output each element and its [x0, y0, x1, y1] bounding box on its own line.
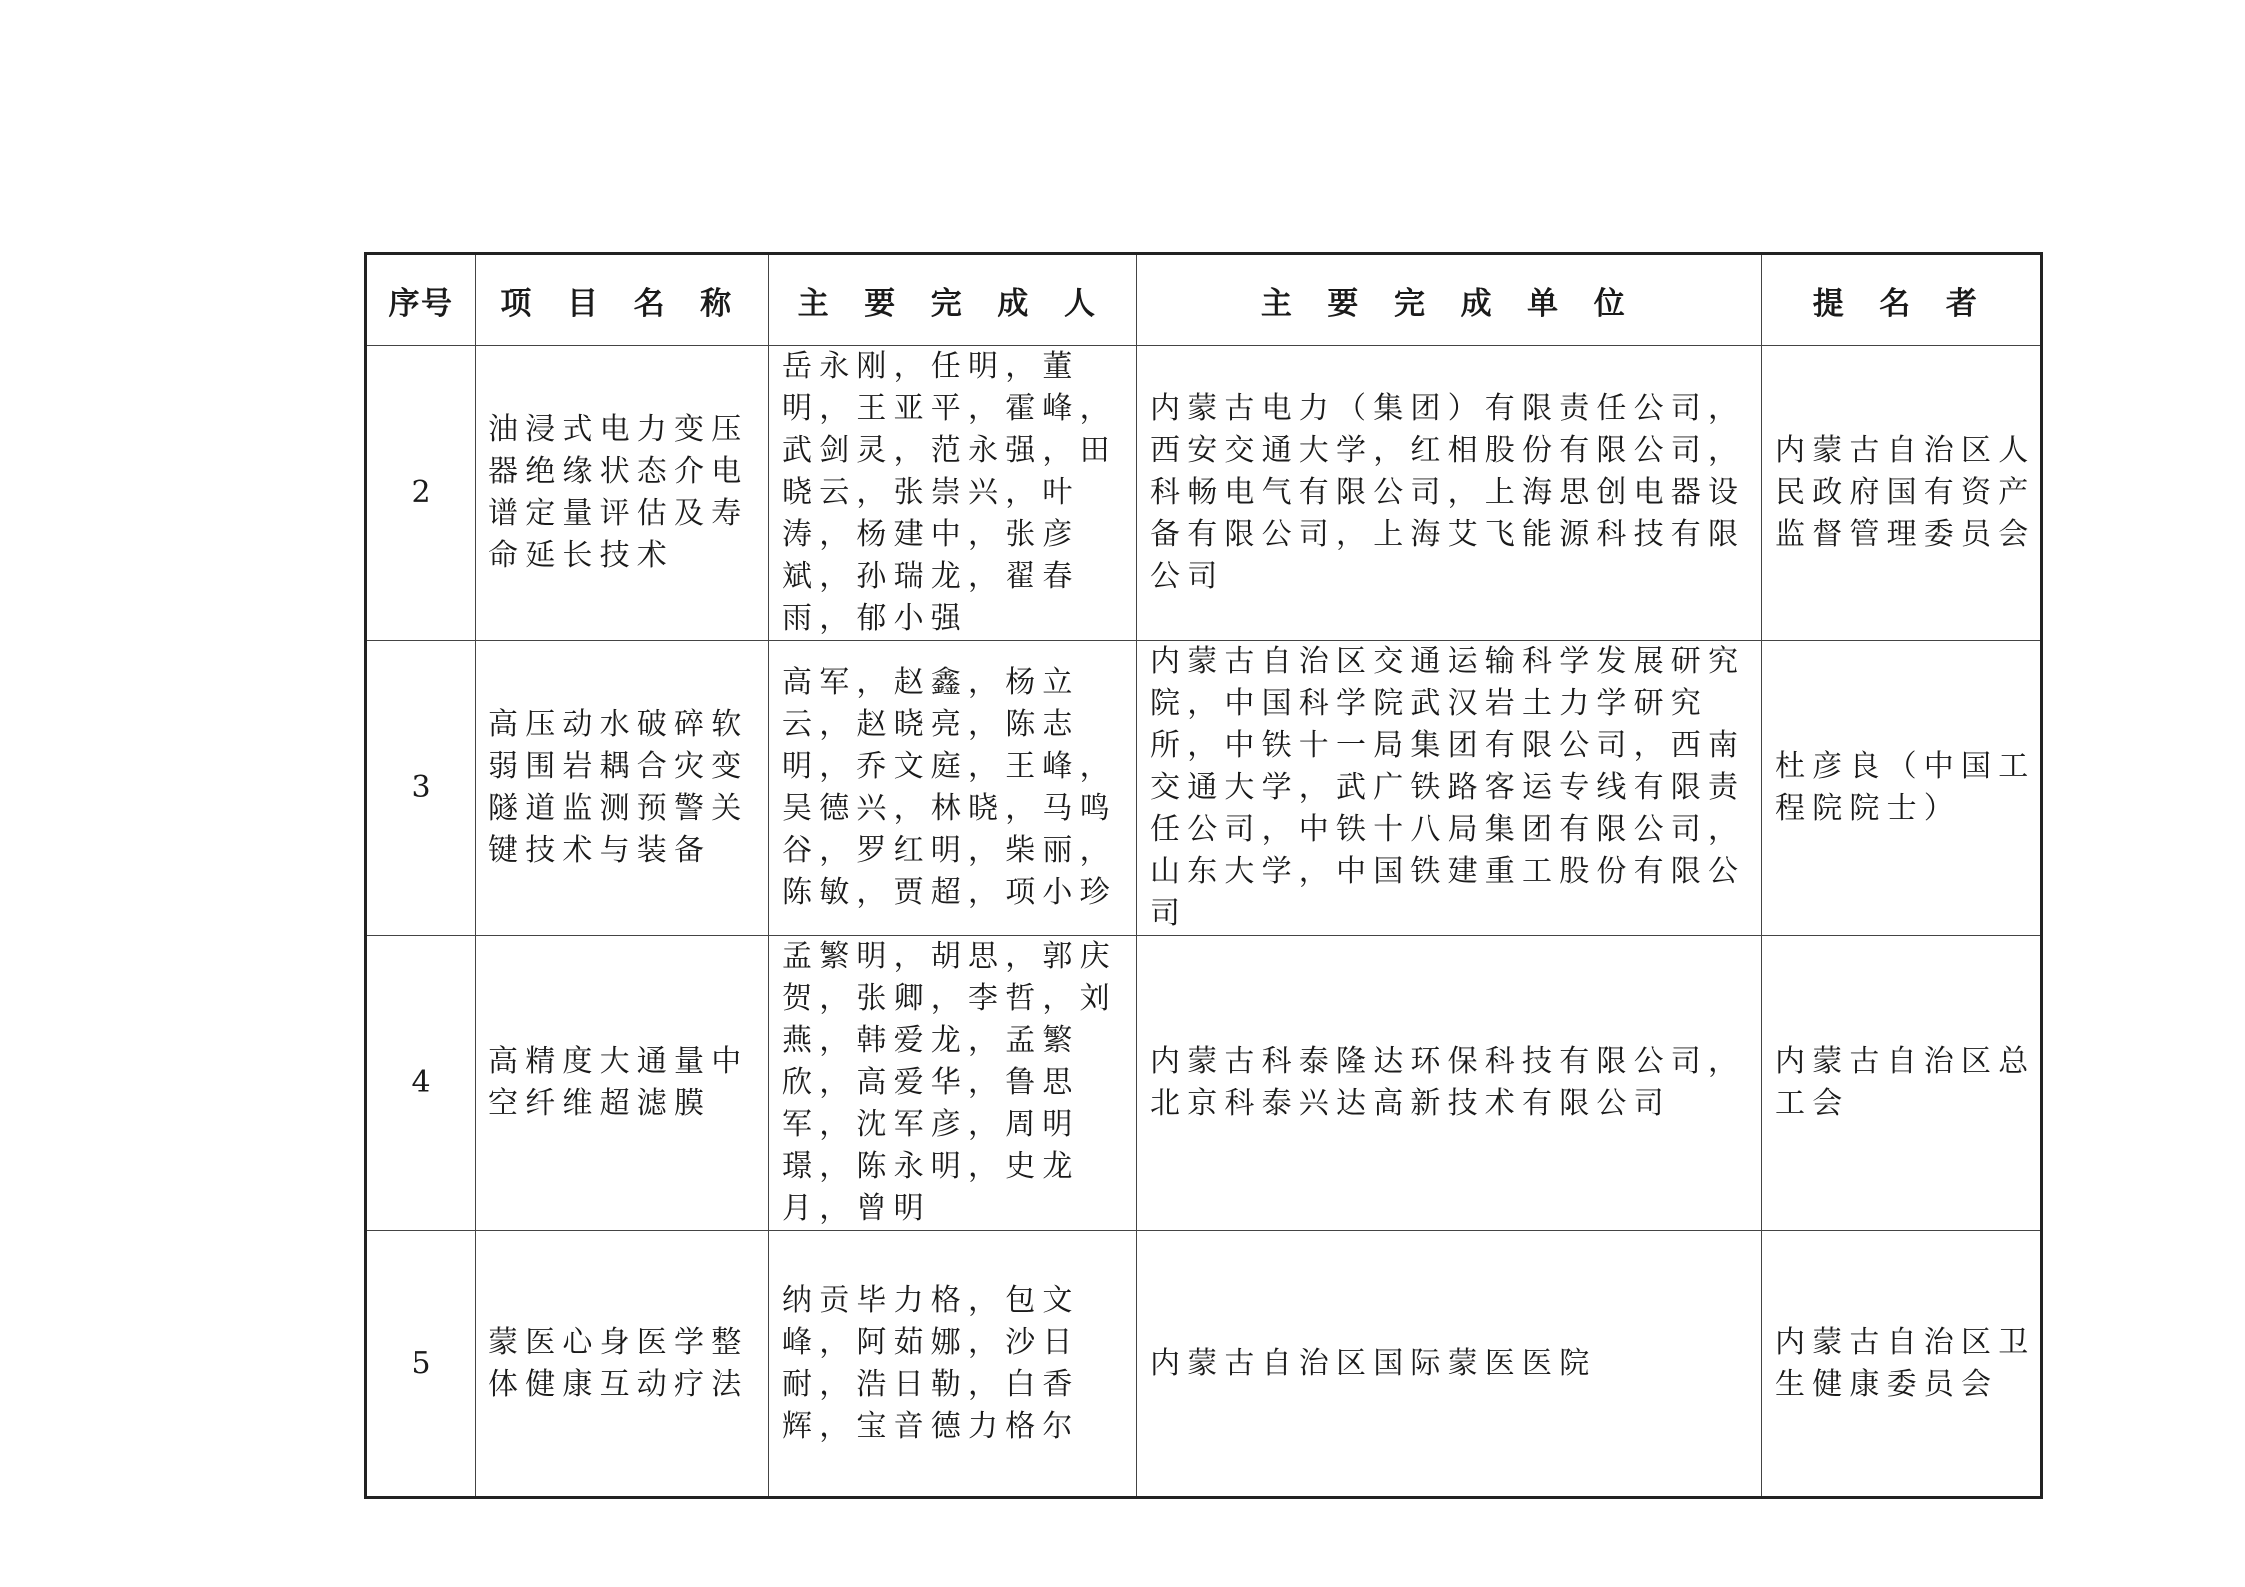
nominator: [1762, 641, 2042, 936]
nominator: [1762, 936, 2042, 1231]
nominator-text: 内蒙古自治区总工会: [1775, 1044, 2036, 1121]
table-row: [366, 641, 2042, 936]
serial-number: 2: [366, 346, 476, 641]
nominator-text: 内蒙古自治区卫生健康委员会: [1775, 1324, 2036, 1402]
project-name-text: 蒙医心身医学整体健康互动疗法: [488, 1324, 749, 1402]
main-contributors-text: 孟繁明，胡思，郭庆贺，张卿，李哲，刘燕，韩爱龙，孟繁欣，高爱华，鲁思军，沈军彦，周明璟，陈永明，史龙月，曾明: [782, 939, 1117, 1226]
table-row: [366, 346, 2042, 641]
project-name-text: 高压动水破碎软弱围岩耦合灾变隧道监测预警关键技术与装备: [488, 707, 749, 868]
table-row: [366, 936, 2042, 1231]
nominator-text: 杜彦良（中国工程院院士）: [1775, 749, 2036, 826]
main-contributors: [769, 1231, 1137, 1498]
project-name: [476, 1231, 769, 1498]
nominator-text: 内蒙古自治区人民政府国有资产监督管理委员会: [1775, 433, 2036, 552]
header-main-units: 主 要 完 成 单 位: [1137, 254, 1762, 346]
header-project-name: 项 目 名 称: [476, 254, 769, 346]
header-main-contributors: 主 要 完 成 人: [769, 254, 1137, 346]
serial-number: 5: [366, 1231, 476, 1498]
header-serial-number: 序号: [366, 254, 476, 346]
main-contributors: [769, 936, 1137, 1231]
project-name-text: 高精度大通量中空纤维超滤膜: [488, 1044, 749, 1121]
serial-number: 3: [366, 641, 476, 936]
awards-table: [364, 252, 2043, 1499]
main-contributors: [769, 641, 1137, 936]
main-contributors: [769, 346, 1137, 641]
main-contributors-text: 高军，赵鑫，杨立云，赵晓亮，陈志明，乔文庭，王峰，吴德兴，林晓，马鸣谷，罗红明，柴丽，陈敏，贾超，项小珍: [782, 665, 1117, 910]
main-units: [1137, 1231, 1762, 1498]
main-contributors-text: 纳贡毕力格，包文峰，阿茹娜，沙日耐，浩日勒，白香辉，宝音德力格尔: [782, 1282, 1080, 1444]
project-name-text: 油浸式电力变压器绝缘状态介电谱定量评估及寿命延长技术: [488, 412, 749, 573]
main-contributors-text: 岳永刚，任明，董明，王亚平，霍峰，武剑灵，范永强，田晓云，张崇兴，叶涛，杨建中，张彦斌，孙瑞龙，翟春雨，郁小强: [782, 349, 1117, 636]
project-name: [476, 346, 769, 641]
main-units-text: 内蒙古自治区国际蒙医医院: [1150, 1345, 1597, 1381]
main-units-text: 内蒙古自治区交通运输科学发展研究院，中国科学院武汉岩土力学研究所，中铁十一局集团有限公司，西南交通大学，武广铁路客运专线有限责任公司，中铁十八局集团有限公司，山东大学，中国铁建重工股份有限公司: [1150, 644, 1746, 931]
project-name: [476, 641, 769, 936]
main-units: [1137, 346, 1762, 641]
main-units-text: 内蒙古科泰隆达环保科技有限公司，北京科泰兴达高新技术有限公司: [1150, 1044, 1746, 1121]
main-units: [1137, 641, 1762, 936]
table-header-row: [366, 254, 2042, 346]
nominator: [1762, 346, 2042, 641]
main-units-text: 内蒙古电力（集团）有限责任公司，西安交通大学，红相股份有限公司，科畅电气有限公司，上海思创电器设备有限公司，上海艾飞能源科技有限公司: [1150, 391, 1746, 594]
header-nominator: 提 名 者: [1762, 254, 2042, 346]
nominator: [1762, 1231, 2042, 1498]
main-units: [1137, 936, 1762, 1231]
project-name: [476, 936, 769, 1231]
serial-number: 4: [366, 936, 476, 1231]
table-row: [366, 1231, 2042, 1498]
